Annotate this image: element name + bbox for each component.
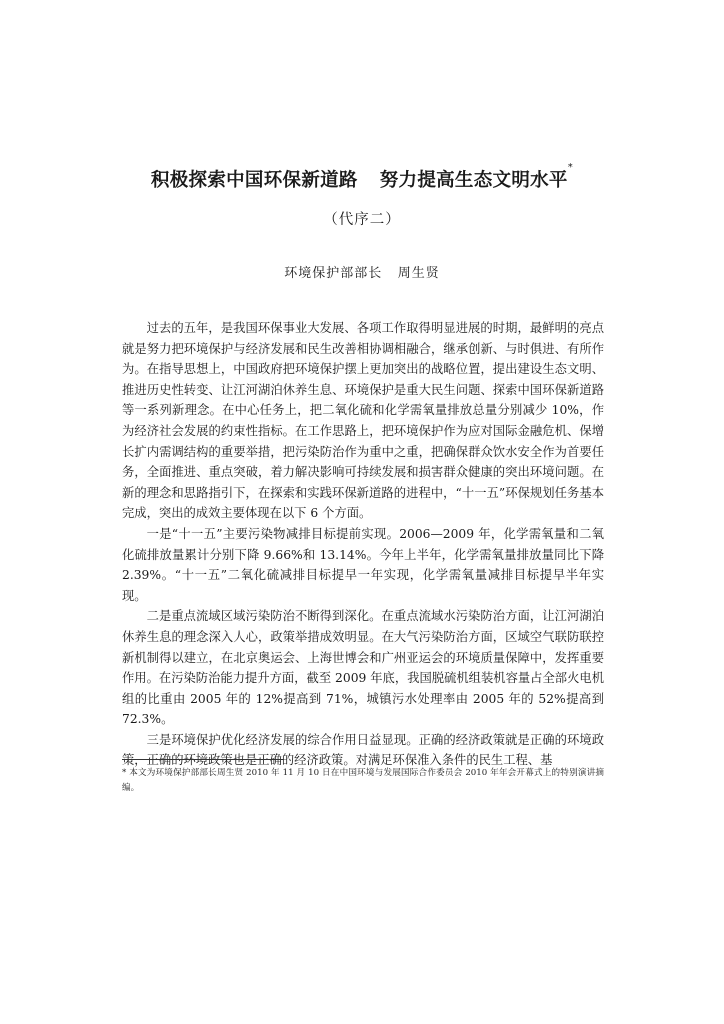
- footnote-divider: [122, 759, 284, 760]
- paragraph: 一是“十一五”主要污染物减排目标提前实现。2006—2009 年，化学需氧量和二氧化硫排放量累计分别下降 9.66%和 13.14%。今年上半年，化学需氧量排放量同比下降 2.39%。“十一五”二氧化硫减排目标提早一年实现，化学需氧量减排目标提早半年实现。: [122, 526, 604, 603]
- title-footnote-marker: *: [567, 162, 574, 173]
- title-part-1: 积极探索中国环保新道路: [150, 170, 358, 191]
- subtitle: （代序二）: [323, 212, 401, 228]
- page-title: [100, 162, 624, 192]
- author-line: 环境保护部部长 周生贤: [284, 266, 440, 281]
- title-part-2: 努力提高生态文明水平: [379, 170, 568, 191]
- body-text: [122, 318, 604, 771]
- footnote: * 本文为环境保护部部长周生贤 2010 年 11 月 10 日在中国环境与发展国际合作委员会 2010 年年会开幕式上的特别演讲摘编。: [122, 768, 604, 793]
- paragraph: 三是环境保护优化经济发展的综合作用日益显现。正确的经济政策就是正确的环境政策，正确的环境政策也是正确的经济政策。对满足环保准入条件的民生工程、基: [122, 732, 604, 768]
- paragraph: 过去的五年，是我国环保事业大发展、各项工作取得明显进展的时期，最鲜明的亮点就是努力把环境保护与经济发展和民生改善相协调相融合，继承创新、与时俱进、有所作为。在指导思想上，中国政府把环境保护摆上更加突出的战略位置，提出建设生态文明、推进历史性转变、让江河湖泊休养生息、环境保护是重大民生问题、探索中国环保新道路等一系列新理念。在中心任务上，把二氧化硫和化学需氧量排放总量分别减少 10%，作为经济社会发展的约束性指标。在工作思路上，把环境保护作为应对国际金融危机、保增长扩内需调结构的重要举措，把污染防治作为重中之重，把确保群众饮水安全作为首要任务，全面推进、重点突破，着力解决影响可持续发展和损害群众健康的突出环境问题。在新的理念和思路指引下，在探索和实践环保新道路的进程中，“十一五”环保规划任务基本完成，突出的成效主要体现在以下 6 个方面。: [122, 321, 604, 521]
- paragraph: 二是重点流域区域污染防治不断得到深化。在重点流域水污染防治方面，让江河湖泊休养生息的理念深入人心，政策举措成效明显。在大气污染防治方面，区域空气联防联控新机制得以建立，在北京奥运会、上海世博会和广州亚运会的环境质量保障中，发挥重要作用。在污染防治能力提升方面，截至 2009 年底，我国脱硫机组装机容量占全部火电机组的比重由 2005 年的 12%提高到 71%，城镇污水处理率由 2005 年的 52%提高到 72.3%。: [122, 609, 604, 727]
